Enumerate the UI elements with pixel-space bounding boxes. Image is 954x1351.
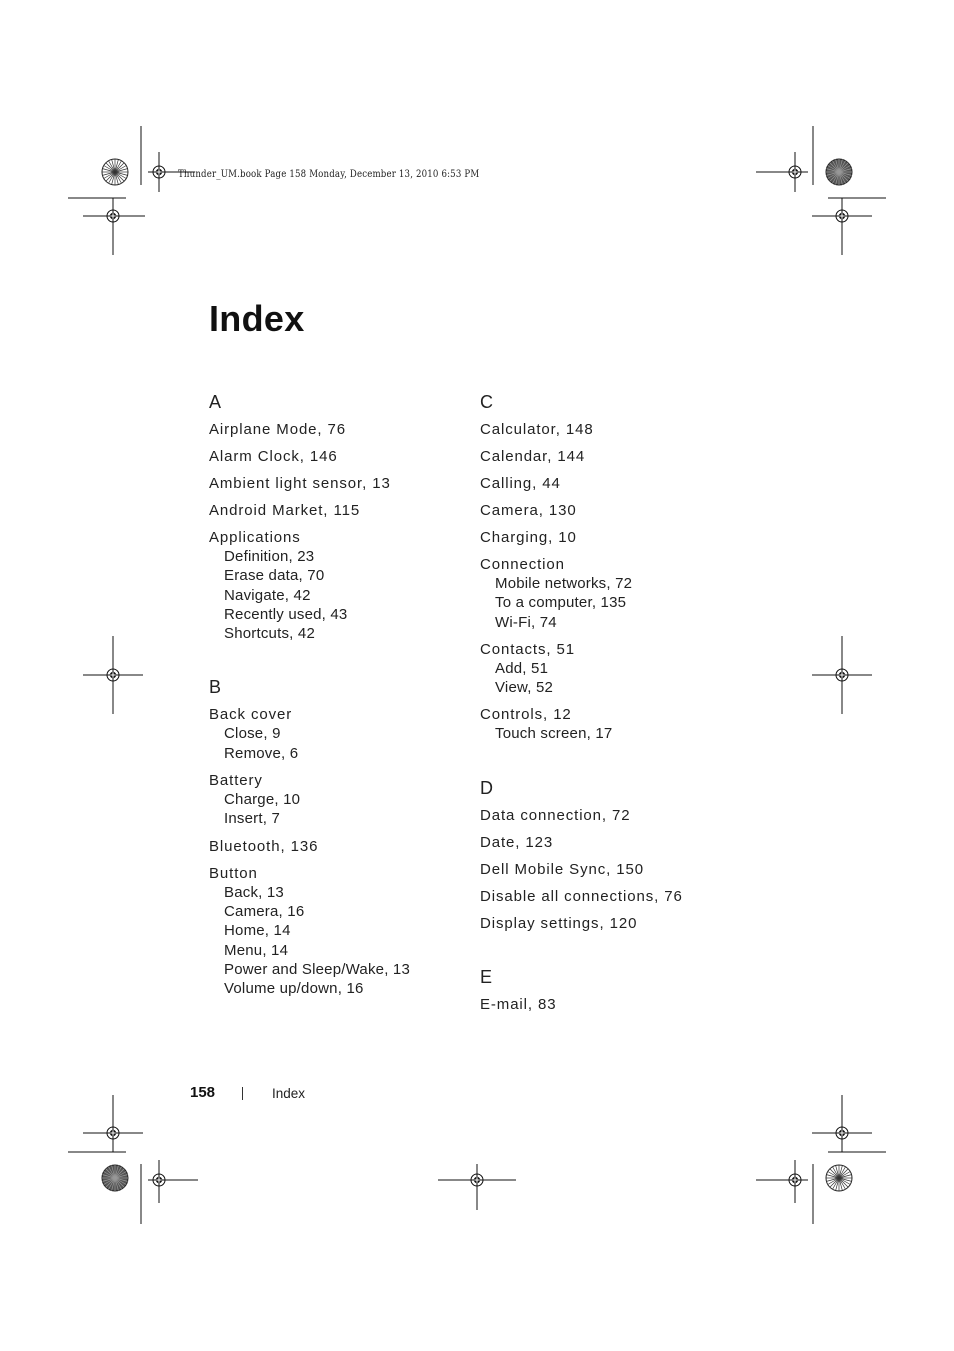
index-subentry: Camera, 16 (224, 902, 305, 920)
index-entry-label: Calendar, 144 (480, 448, 586, 465)
index-entry (480, 474, 730, 493)
print-slug: Thunder_UM.book Page 158 Monday, December 13, 2010 6:53 PM (178, 168, 480, 180)
index-entry (209, 771, 459, 829)
index-subentry: Mobile networks, 72 (495, 575, 633, 592)
index-section (480, 776, 730, 933)
index-entry (209, 420, 459, 439)
index-subentry: Erase data, 70 (224, 567, 325, 585)
index-entry-label: Android Market, 115 (209, 502, 361, 519)
index-subentry: Recently used, 43 (224, 605, 348, 623)
index-entry-label: Alarm Clock, 146 (209, 448, 338, 465)
index-entry-label: Date, 123 (480, 833, 554, 851)
index-subentry: Volume up/down, 16 (224, 980, 364, 998)
index-entry (209, 837, 459, 856)
index-entry-label: Disable all connections, 76 (480, 887, 683, 905)
index-entry-label: Airplane Mode, 76 (209, 421, 347, 438)
index-entry-label: Camera, 130 (480, 502, 577, 519)
index-entry-label: Applications (209, 529, 301, 546)
index-entry (480, 447, 730, 466)
index-subentry: Menu, 14 (224, 941, 289, 959)
index-subentry: Remove, 6 (224, 744, 299, 762)
index-subentry: Insert, 7 (224, 810, 280, 828)
index-section (209, 390, 459, 643)
index-section (209, 675, 459, 998)
index-entry-label: Calling, 44 (480, 475, 561, 492)
index-entry-label: Calculator, 148 (480, 421, 594, 438)
index-subentry: Add, 51 (495, 659, 549, 677)
index-entry (480, 860, 730, 879)
index-entry-label: Connection (480, 556, 565, 573)
section-letter: A (209, 392, 222, 412)
index-column-left (209, 390, 459, 1030)
index-subentry: To a computer, 135 (495, 594, 627, 612)
index-entry (480, 640, 730, 698)
index-subentry: Power and Sleep/Wake, 13 (224, 960, 411, 978)
index-entry-label: Battery (209, 772, 263, 790)
footer-separator (242, 1087, 243, 1100)
index-entry-label: Button (209, 864, 258, 882)
index-entry-label: E-mail, 83 (480, 995, 557, 1013)
index-entry-label: Dell Mobile Sync, 150 (480, 860, 644, 878)
index-entry (480, 833, 730, 852)
index-subentry: Touch screen, 17 (495, 725, 613, 743)
section-letter: B (209, 677, 222, 698)
index-column-right (480, 390, 730, 1046)
footer-section-label: Index (272, 1086, 306, 1101)
index-entry-label: Controls, 12 (480, 706, 572, 724)
index-entry (480, 995, 730, 1014)
index-entry-label: Display settings, 120 (480, 914, 638, 932)
index-entry-label: Contacts, 51 (480, 640, 576, 658)
footer-page-number: 158 (190, 1084, 216, 1101)
index-subentry: Wi-Fi, 74 (495, 613, 557, 631)
index-entry (480, 501, 730, 520)
index-entry (209, 705, 459, 763)
index-section (480, 965, 730, 1014)
index-entry-label: Back cover (209, 706, 293, 724)
index-subentry: Home, 14 (224, 922, 291, 940)
index-entry (209, 864, 459, 999)
index-subentry: Navigate, 42 (224, 586, 311, 604)
index-entry (480, 806, 730, 825)
index-entry (209, 447, 459, 466)
index-entry (480, 705, 730, 743)
page-title: Index (209, 298, 305, 339)
index-subentry: Charge, 10 (224, 791, 301, 809)
index-entry-label: Ambient light sensor, 13 (209, 475, 391, 492)
section-letter: C (480, 392, 493, 412)
index-entry (209, 501, 459, 520)
index-subentry: View, 52 (495, 679, 554, 697)
section-letter: E (480, 966, 493, 987)
section-letter: D (480, 777, 493, 798)
index-entry-label: Data connection, 72 (480, 806, 631, 824)
index-subentry: Back, 13 (224, 883, 284, 901)
index-entry (480, 528, 730, 547)
index-entry (480, 914, 730, 933)
index-entry (480, 420, 730, 439)
index-entry-label: Bluetooth, 136 (209, 837, 319, 855)
index-entry (209, 528, 459, 643)
index-entry-label: Charging, 10 (480, 529, 577, 546)
index-entry (209, 474, 459, 493)
index-subentry: Close, 9 (224, 725, 281, 743)
index-entry (480, 887, 730, 906)
index-subentry: Definition, 23 (224, 548, 315, 565)
index-entry (480, 555, 730, 632)
index-subentry: Shortcuts, 42 (224, 625, 315, 643)
index-section (480, 390, 730, 744)
